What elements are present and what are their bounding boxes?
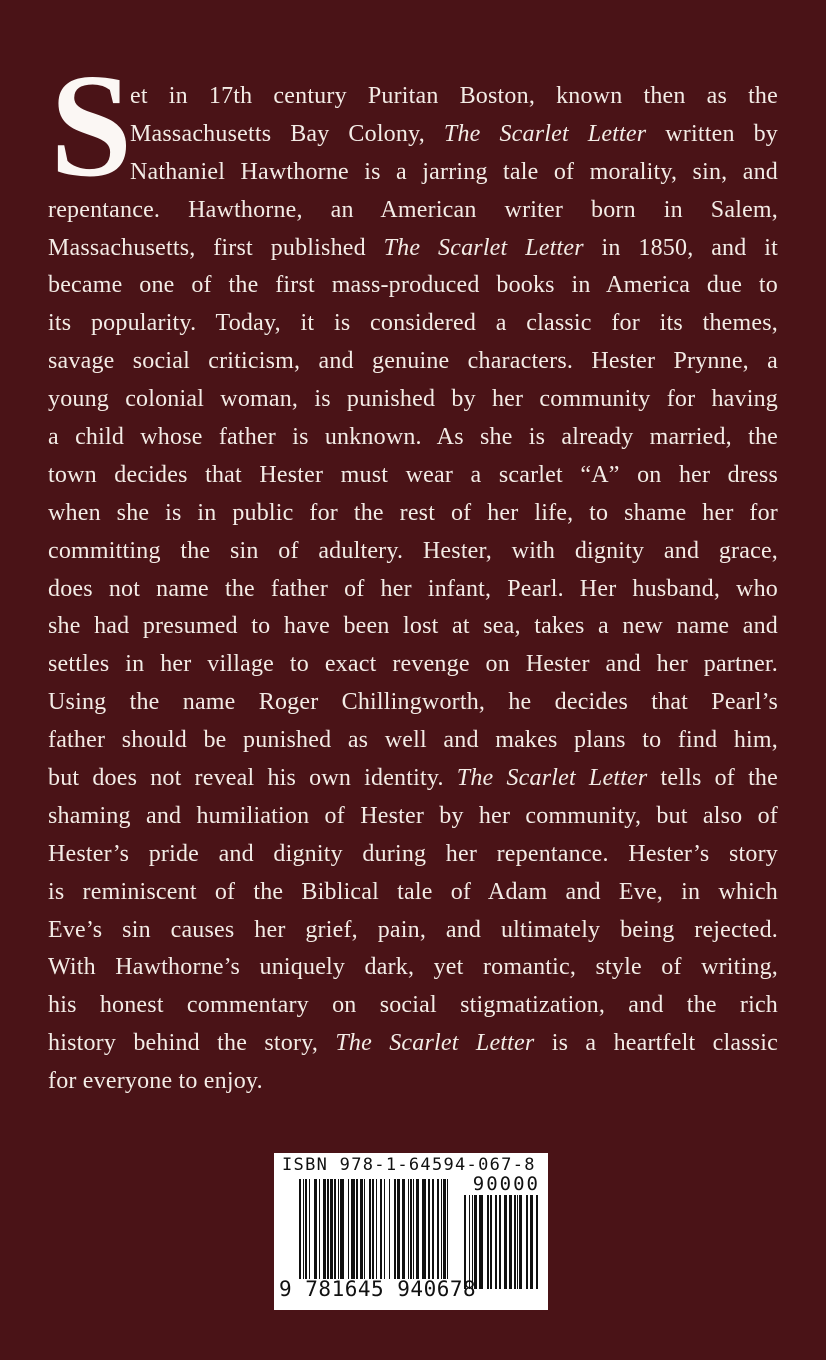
text-span: written by: [646, 120, 778, 147]
text-line: [48, 419, 778, 457]
text-line: [48, 722, 778, 760]
text-span: is reminiscent of the Biblical tale of Adam and Eve, in which: [48, 878, 778, 905]
book-title-italic: The Scarlet Letter: [383, 234, 584, 261]
barcode-bar: [526, 1195, 528, 1289]
barcode-bar: [376, 1179, 377, 1279]
barcode-bar: [327, 1179, 329, 1279]
addon-bars: [464, 1195, 542, 1289]
text-line: [48, 760, 778, 798]
text-span: father should be punished as well and makes plans to find him,: [48, 727, 778, 754]
text-span: Massachusetts, first published: [48, 234, 384, 261]
text-line: [48, 798, 778, 836]
text-span: Using the name Roger Chillingworth, he decides that Pearl’s: [48, 689, 778, 716]
barcode-bar: [360, 1179, 363, 1279]
barcode-bar: [530, 1195, 533, 1289]
text-span: settles in her village to exact revenge on Hester and her partner.: [48, 651, 778, 678]
text-line: [48, 1063, 778, 1101]
text-line: [48, 836, 778, 874]
text-line: [48, 684, 778, 722]
text-span: when she is in public for the rest of her life, to shame her for: [48, 499, 778, 526]
barcode-bar: [394, 1179, 396, 1279]
text-line: [48, 495, 778, 533]
barcode-bar: [351, 1179, 355, 1279]
text-line: [48, 987, 778, 1025]
barcode-bar: [323, 1179, 326, 1279]
text-span: in 1850, and it: [583, 234, 778, 261]
barcode-bar: [410, 1179, 412, 1279]
book-title-italic: The Scarlet Letter: [456, 765, 648, 792]
text-span: young colonial woman, is punished by her community for having: [48, 386, 778, 413]
text-span: a child whose father is unknown. As she is already married, the: [48, 424, 778, 451]
barcode-bar: [299, 1179, 301, 1279]
barcode-bar: [443, 1179, 446, 1279]
text-span: is a heartfelt classic: [534, 1030, 778, 1057]
text-span: Hester’s pride and dignity during her repentance. Hester’s story: [48, 840, 778, 867]
barcode-bar: [464, 1195, 466, 1289]
text-line: [130, 154, 778, 192]
price-addon-digits: 90000: [472, 1173, 540, 1195]
text-line: [48, 912, 778, 950]
barcode-bar: [397, 1179, 400, 1279]
barcode-bar: [330, 1179, 333, 1279]
barcode-bar: [447, 1179, 448, 1279]
barcode-bar: [314, 1179, 317, 1279]
barcode-bar: [437, 1179, 439, 1279]
text-span: committing the sin of adultery. Hester, with dignity and grace,: [48, 537, 778, 564]
barcode-bar: [517, 1195, 518, 1289]
barcode-bar: [380, 1179, 382, 1279]
barcode-bar: [364, 1179, 365, 1279]
text-span: repentance. Hawthorne, an American writer born in Salem,: [48, 196, 778, 223]
barcode-bar: [495, 1195, 497, 1289]
text-span: shaming and humiliation of Hester by her community, but also of: [48, 802, 778, 829]
barcode-bar: [422, 1179, 426, 1279]
barcode-bar: [408, 1179, 409, 1279]
barcode-bar: [372, 1179, 374, 1279]
text-line: [48, 267, 778, 305]
book-title-italic: The Scarlet Letter: [443, 120, 647, 147]
ean-digits: 9 781645 940678: [279, 1277, 477, 1301]
text-line: [130, 116, 778, 154]
barcode-bar: [340, 1179, 344, 1279]
text-span: savage social criticism, and genuine characters. Hester Prynne, a: [48, 348, 778, 375]
text-span: for everyone to enjoy.: [48, 1068, 263, 1095]
book-title-italic: The Scarlet Letter: [335, 1030, 535, 1057]
text-span: his honest commentary on social stigmatization, and the rich: [48, 992, 778, 1019]
barcode-bar: [305, 1179, 307, 1279]
barcode-bar: [504, 1195, 507, 1289]
barcode-bar: [384, 1179, 385, 1279]
barcode-bar: [487, 1195, 489, 1289]
text-line: [48, 1025, 778, 1063]
barcode-bar: [519, 1195, 522, 1289]
text-span: Eve’s sin causes her grief, pain, and ultimately being rejected.: [48, 916, 778, 943]
barcode-bar: [474, 1195, 477, 1289]
text-line: [48, 533, 778, 571]
text-span: its popularity. Today, it is considered a classic for its themes,: [48, 310, 778, 337]
barcode-bar: [514, 1195, 516, 1289]
text-span: became one of the first mass-produced books in America due to: [48, 272, 778, 299]
barcode-bar: [536, 1195, 538, 1289]
text-span: town decides that Hester must wear a scarlet “A” on her dress: [48, 461, 778, 488]
barcode-bar: [334, 1179, 336, 1279]
text-line: [48, 457, 778, 495]
barcode-bar: [499, 1195, 501, 1289]
text-line: [48, 192, 778, 230]
barcode-bar: [348, 1179, 349, 1279]
isbn-barcode: [274, 1153, 548, 1310]
barcode-bar: [319, 1179, 320, 1279]
barcode-bar: [356, 1179, 358, 1279]
text-line: [48, 874, 778, 912]
barcode-bar: [432, 1179, 434, 1279]
barcode-bar: [441, 1179, 442, 1279]
text-line: [48, 305, 778, 343]
barcode-bar: [428, 1179, 430, 1279]
text-span: Massachusetts Bay Colony,: [130, 120, 444, 147]
barcode-bar: [389, 1179, 390, 1279]
text-line: [48, 608, 778, 646]
text-line: [48, 571, 778, 609]
text-span: does not name the father of her infant, Pearl. Her husband, who: [48, 575, 778, 602]
barcode-bar: [413, 1179, 414, 1279]
text-span: history behind the story,: [48, 1030, 336, 1057]
barcode-bar: [309, 1179, 310, 1279]
isbn-label: ISBN 978-1-64594-067-8: [282, 1155, 536, 1175]
book-description: [48, 78, 778, 1101]
text-span: but does not reveal his own identity.: [48, 765, 457, 792]
barcode-bar: [338, 1179, 339, 1279]
barcode-bar: [479, 1195, 483, 1289]
barcode-bar: [509, 1195, 512, 1289]
text-line: [48, 381, 778, 419]
barcode-bar: [402, 1179, 405, 1279]
text-line: [48, 646, 778, 684]
text-line: [48, 230, 778, 268]
text-line: [130, 78, 778, 116]
barcode-bar: [472, 1195, 473, 1289]
drop-cap: S: [50, 44, 133, 208]
barcode-bar: [416, 1179, 419, 1279]
text-span: With Hawthorne’s uniquely dark, yet romantic, style of writing,: [48, 954, 778, 981]
text-span: Nathaniel Hawthorne is a jarring tale of morality, sin, and: [130, 158, 778, 185]
text-span: tells of the: [647, 765, 778, 792]
text-span: et in 17th century Puritan Boston, known then as the: [130, 83, 778, 109]
text-line: [48, 343, 778, 381]
text-span: she had presumed to have been lost at sea, takes a new name and: [48, 613, 778, 640]
barcode-bar: [490, 1195, 492, 1289]
barcode-bar: [303, 1179, 304, 1279]
text-line: [48, 949, 778, 987]
barcode-bar: [469, 1195, 470, 1289]
barcode-bar: [369, 1179, 371, 1279]
